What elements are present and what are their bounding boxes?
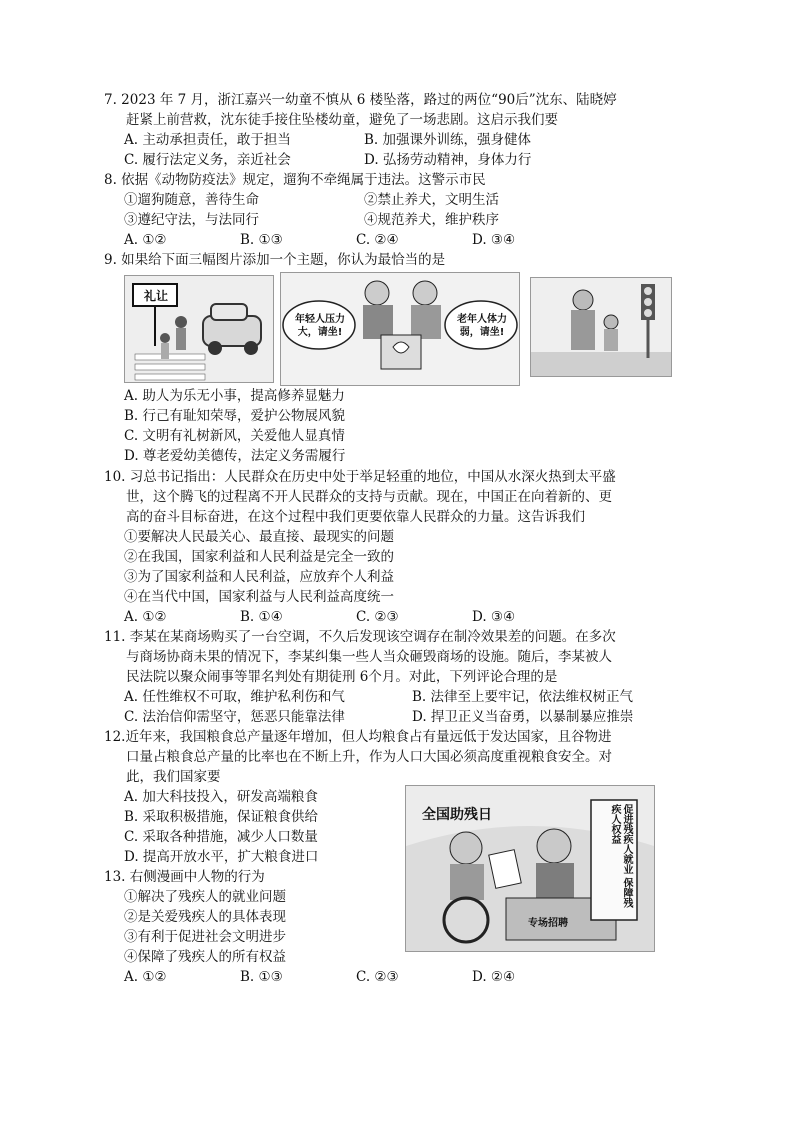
desk-sign: 专场招聘 bbox=[528, 918, 568, 929]
question-10-stem-line1: 10. 习总书记指出：人民群众在历史中处于举足轻重的地位，中国从水深火热到太平盛 bbox=[104, 469, 616, 485]
question-9-stem: 9. 如果给下面三幅图片添加一个主题，你认为最恰当的是 bbox=[104, 252, 446, 268]
question-10-stem-line3: 高的奋斗目标奋进，在这个过程中我们更要依靠人民群众的力量。这告诉我们 bbox=[126, 509, 585, 525]
question-13 bbox=[104, 867, 693, 987]
question-7-stem-line2: 赶紧上前营救，沈东徒手接住坠楼幼童，避免了一场悲剧。这启示我们要 bbox=[126, 112, 558, 128]
cartoon-banner: 促进残疾人就业 保障残疾人权益 bbox=[609, 804, 632, 908]
question-8-stem: 8. 依据《动物防疫法》规定，遛狗不牵绳属于违法。这警示市民 bbox=[104, 172, 486, 188]
option-b: B. 采取积极措施，保证粮食供给 bbox=[124, 809, 319, 825]
option-d: D. ③④ bbox=[472, 609, 516, 625]
speech-bubble-right: 老年人体力弱，请坐! bbox=[457, 314, 507, 338]
option-b: B. 行己有耻知荣辱，爱护公物展风貌 bbox=[124, 408, 346, 424]
option-c: C. ②③ bbox=[356, 609, 399, 625]
option-c: C. 履行法定义务，亲近社会 bbox=[124, 152, 291, 168]
option-b: B. ①③ bbox=[240, 232, 283, 248]
image-courtesy-crossing bbox=[124, 275, 274, 383]
option-a: A. ①② bbox=[124, 609, 167, 625]
question-10 bbox=[104, 467, 693, 627]
option-a: A. 主动承担责任，敢于担当 bbox=[124, 132, 291, 148]
question-11-stem-line2: 与商场协商未果的情况下，李某纠集一些人当众砸毁商场的设施。随后，李某被人 bbox=[126, 649, 612, 665]
statement-1: ①要解决人民最关心、最直接、最现实的问题 bbox=[124, 529, 394, 545]
option-c: C. 采取各种措施，减少人口数量 bbox=[124, 829, 318, 845]
option-d: D. ②④ bbox=[472, 969, 516, 985]
statement-2: ②禁止养犬，文明生活 bbox=[364, 192, 499, 208]
question-8 bbox=[104, 170, 693, 250]
option-d: D. 捍卫正义当奋勇，以暴制暴应推崇 bbox=[412, 709, 634, 725]
statement-4: ④规范养犬，维护秩序 bbox=[364, 212, 499, 228]
question-10-stem-line2: 世，这个腾飞的过程离不开人民群众的支持与贡献。现在，中国正在向着新的、更 bbox=[126, 489, 612, 505]
question-11-stem-line1: 11. 李某在某商场购买了一台空调，不久后发现该空调存在制冷效果差的问题。在多次 bbox=[104, 629, 616, 645]
statement-2: ②在我国，国家利益和人民利益是完全一致的 bbox=[124, 549, 394, 565]
question-7 bbox=[104, 90, 693, 170]
option-b: B. 法律至上要牢记，依法维权树正气 bbox=[412, 689, 634, 705]
statement-3: ③遵纪守法，与法同行 bbox=[124, 212, 259, 228]
courtesy-sign: 礼让 bbox=[143, 289, 168, 303]
image-traffic-light bbox=[530, 277, 672, 377]
option-a: A. 加大科技投入，研发高端粮食 bbox=[124, 789, 318, 805]
question-7-stem-line1: 7. 2023 年 7 月，浙江嘉兴一幼童不慎从 6 楼坠落，路过的两位“90后”沈东、陆晓婷 bbox=[104, 92, 617, 108]
statement-3: ③有利于促进社会文明进步 bbox=[124, 929, 286, 945]
statement-3: ③为了国家利益和人民利益，应放弃个人利益 bbox=[124, 569, 394, 585]
question-9-options bbox=[104, 386, 693, 466]
option-c: C. 法治信仰需坚守，惩恶只能靠法律 bbox=[124, 709, 345, 725]
question-12-stem-line2: 口量占粮食总产量的比率也在不断上升，作为人口大国必须高度重视粮食安全。对 bbox=[126, 749, 612, 765]
question-9 bbox=[104, 250, 693, 270]
option-a: A. 任性维权不可取，维护私利伤和气 bbox=[124, 689, 345, 705]
cartoon-title: 全国助残日 bbox=[422, 807, 492, 823]
option-d: D. 提高开放水平，扩大粮食进口 bbox=[124, 849, 319, 865]
option-c: C. 文明有礼树新风，关爱他人显真情 bbox=[124, 428, 345, 444]
statement-1: ①遛狗随意，善待生命 bbox=[124, 192, 259, 208]
option-a: A. ①② bbox=[124, 969, 167, 985]
speech-bubble-left: 年轻人压力大，请坐! bbox=[295, 314, 345, 338]
option-d: D. ③④ bbox=[472, 232, 516, 248]
statement-1: ①解决了残疾人的就业问题 bbox=[124, 889, 286, 905]
statement-4: ④保障了残疾人的所有权益 bbox=[124, 949, 286, 965]
question-11 bbox=[104, 627, 693, 727]
question-12-stem-line3: 此，我们国家要 bbox=[126, 769, 221, 785]
question-12-stem-line1: 12.近年来，我国粮食总产量逐年增加，但人均粮食占有量远低于发达国家，且谷物进 bbox=[104, 729, 612, 745]
option-c: C. ②③ bbox=[356, 969, 399, 985]
option-a: A. 助人为乐无小事，提高修养显魅力 bbox=[124, 388, 345, 404]
option-d: D. 弘扬劳动精神，身体力行 bbox=[364, 152, 532, 168]
question-11-stem-line3: 民法院以聚众闹事等罪名判处有期徒刑 6个月。对此，下列评论合理的是 bbox=[126, 669, 558, 685]
option-b: B. 加强课外训练，强身健体 bbox=[364, 132, 532, 148]
question-13-stem: 13. 右侧漫画中人物的行为 bbox=[104, 869, 265, 885]
image-yield-seat bbox=[280, 272, 520, 386]
statement-2: ②是关爱残疾人的具体表现 bbox=[124, 909, 286, 925]
option-b: B. ①④ bbox=[240, 609, 283, 625]
statement-4: ④在当代中国，国家利益与人民利益高度统一 bbox=[124, 589, 394, 605]
option-c: C. ②④ bbox=[356, 232, 399, 248]
option-b: B. ①③ bbox=[240, 969, 283, 985]
option-d: D. 尊老爱幼美德传，法定义务需履行 bbox=[124, 448, 346, 464]
option-a: A. ①② bbox=[124, 232, 167, 248]
